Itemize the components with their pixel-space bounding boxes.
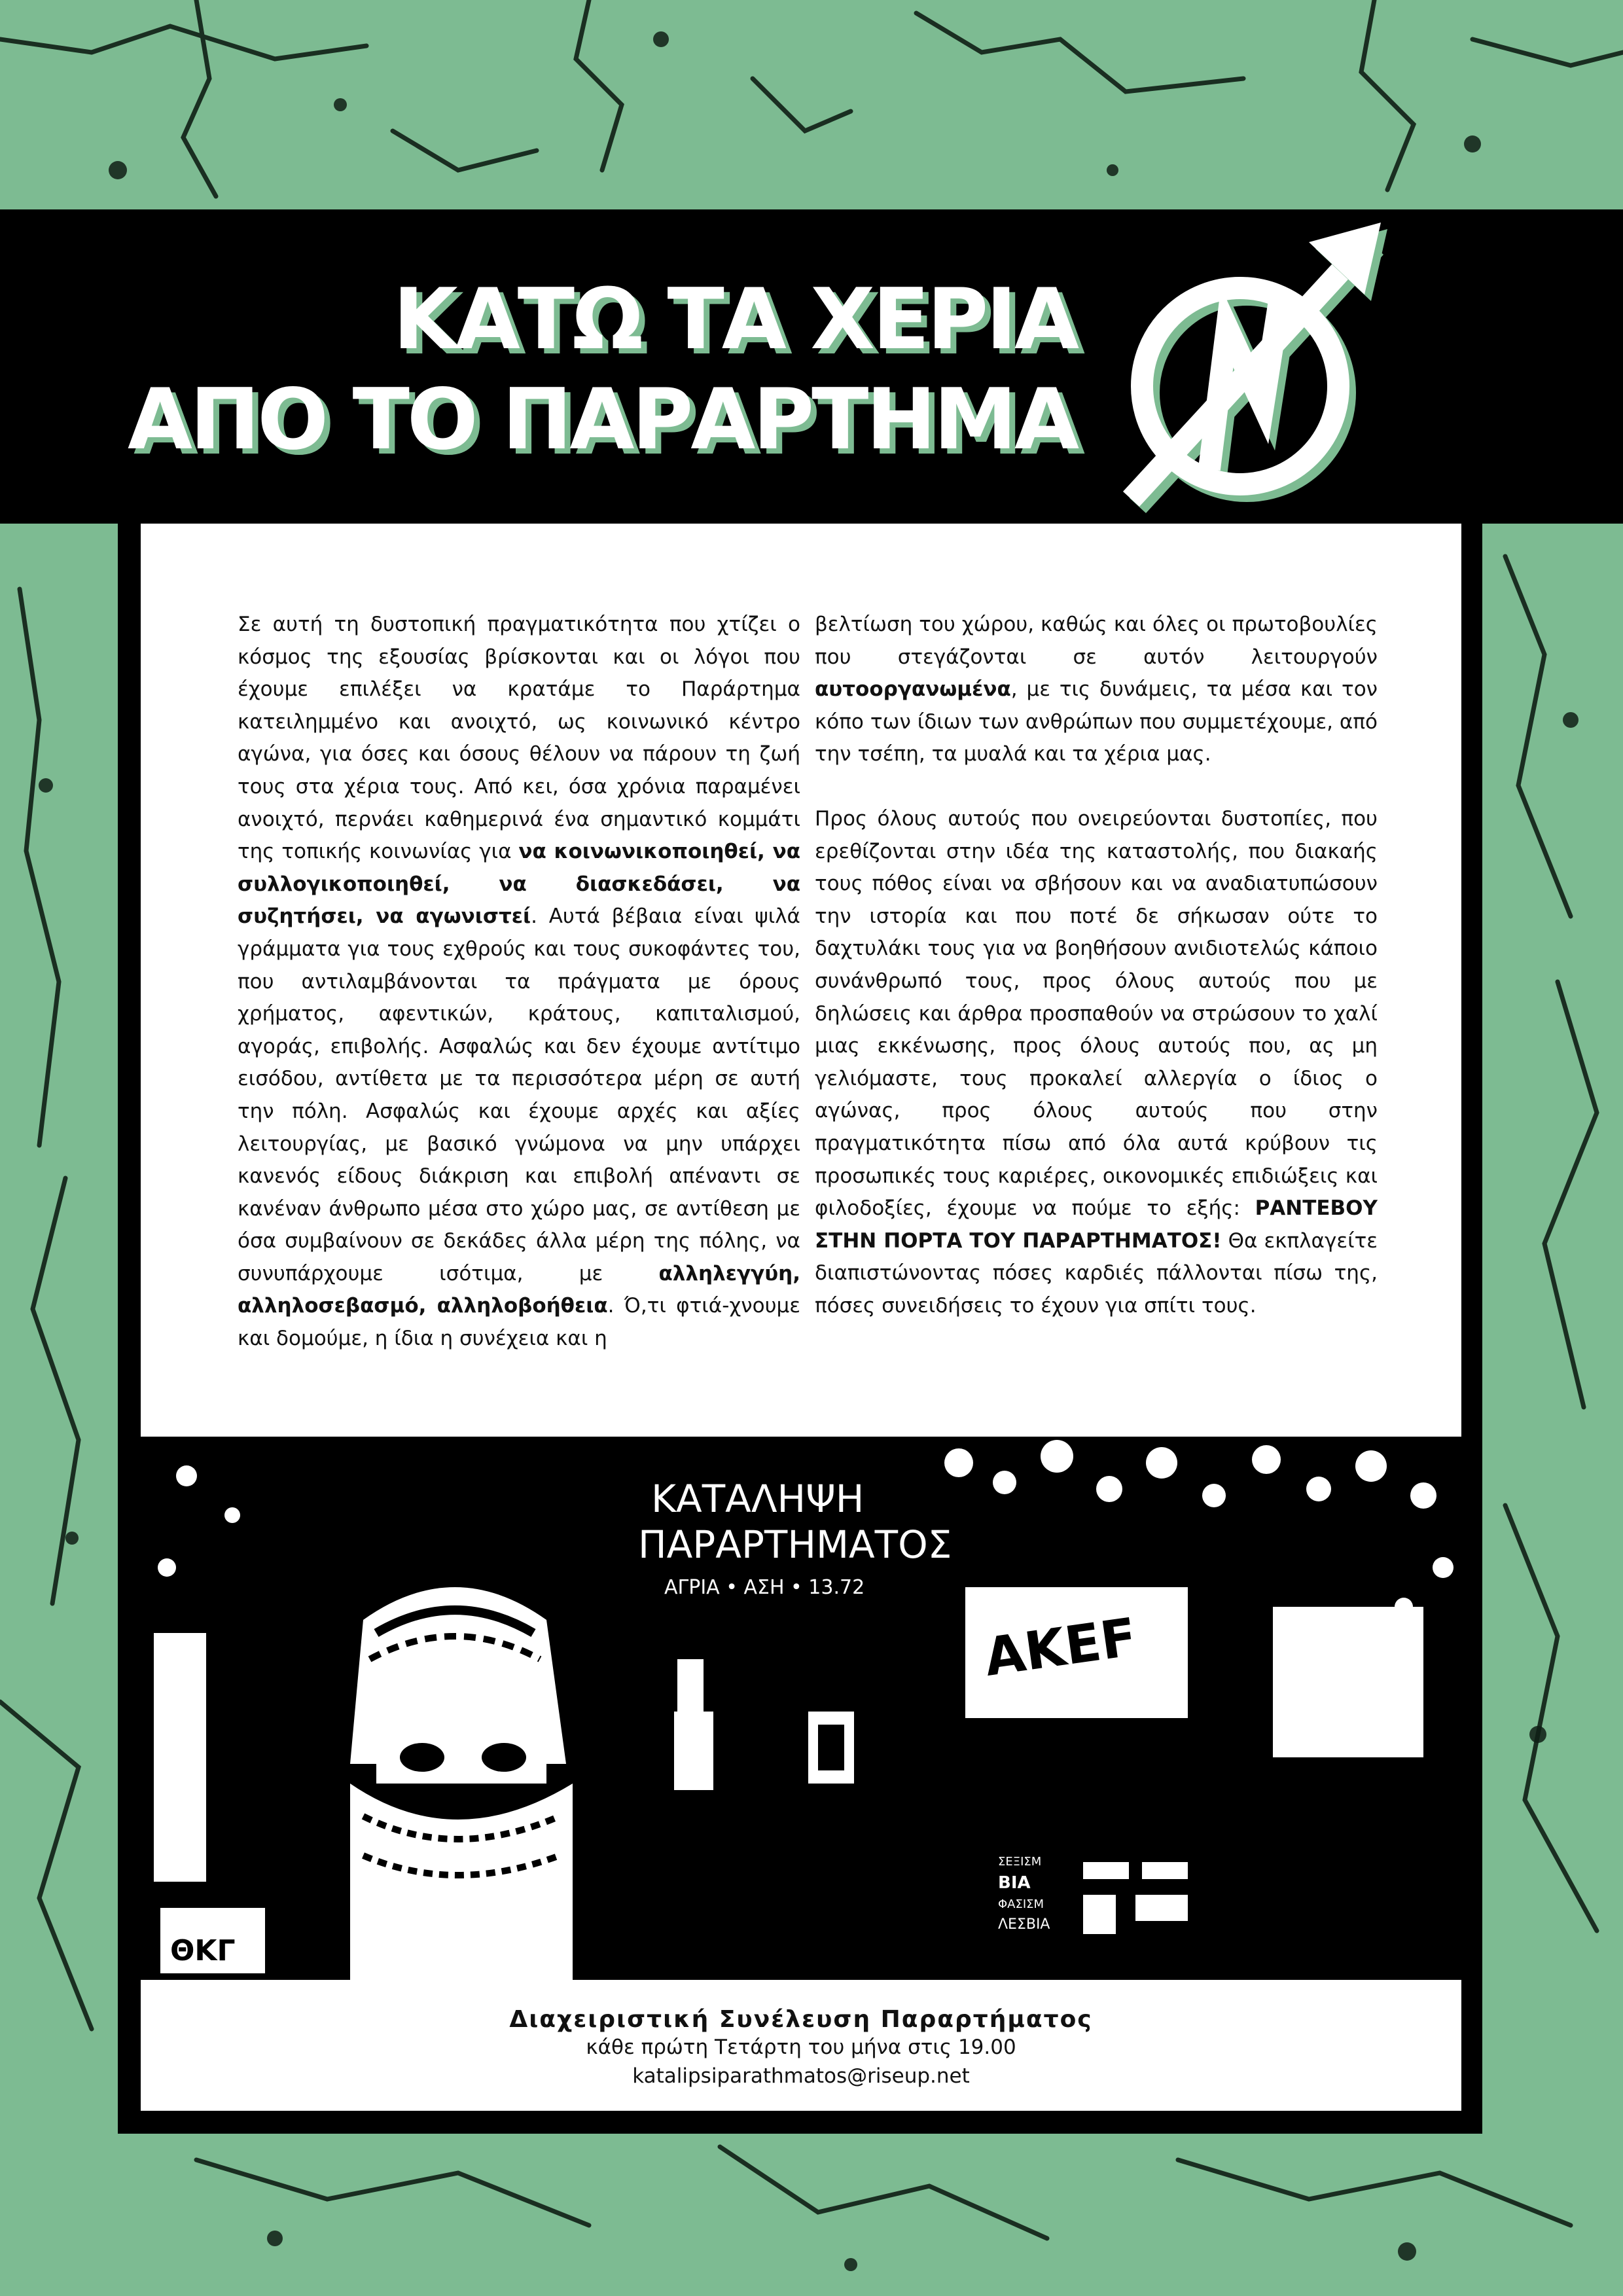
organizer-name: Διαχειριστική Συνέλευση Παραρτήματος xyxy=(509,2006,1093,2033)
meeting-schedule: κάθε πρώτη Τετάρτη του μήνα στις 19.00 xyxy=(586,2036,1016,2059)
poster-line-3: ΦΑΣΙΣΜ xyxy=(998,1897,1044,1911)
sign-line-3: ΑΓΡΙΑ • ΑΣΗ • 13.72 xyxy=(664,1576,865,1599)
text-run: Προς όλους αυτούς που ονειρεύονται δυστοπίες, που ερεθίζονται στην ιδέα της καταστολής, που διακαής τους πόθος είναι να σβήσουν και να αναδιατυπώσουν την ιστορία και που ποτέ δε σήκωσαν ούτε το δαχτυλάκι τους για να βοηθήσουν ανιδιοτελώς κάποιο συνάνθρωπό τους, προς όλους αυτούς που με δηλώσεις και άρθρα προσπαθούν να στρώσουν το χαλί μιας εκκένωσης, προς όλους αυτούς που, ας μη γελιόμαστε, τους προκαλεί αλλεργία ο ίδιος ο αγώνας, προς όλους αυτούς που στην πραγματικότητα πίσω από όλα αυτά κρύβουν τις προσωπικές τους καριέρες, οικονομικές επιδιώξεις και φιλοδοξίες, έχουμε να πούμε το εξής: xyxy=(815,806,1378,1221)
poster-line-4: ΛΕΣΒΙΑ xyxy=(998,1916,1050,1933)
emphasis-text: ΡΑΝΤΕΒΟΥ ΣΤΗΝ ΠΟΡΤΑ ΤΟΥ ΠΑΡΑΡΤΗΜΑΤΟΣ! xyxy=(815,1196,1378,1253)
text-run: Σε αυτή τη δυστοπική πραγματικότητα που χτίζει ο κόσμος της εξουσίας βρίσκονται και οι λόγοι που έχουμε επιλέξει να κρατάμε το Παράρτημα κατειλημμένο και ανοιχτό, ως κοινωνικό κέντρο αγώνα, για όσες και όσους θέλουν να πάρουν τη ζωή τους στα χέρια τους. Από κει, όσα χρόνια παραμένει ανοιχτό, περνάει καθημερινά ένα σημαντικό κομμάτι της τοπικής κοινωνίας για xyxy=(238,613,800,864)
text-run: . Ό,τι φτιά-χνουμε και δομούμε, η ίδια η συνέχεια και η xyxy=(238,1294,800,1351)
banner-tag: AKEF xyxy=(980,1606,1141,1688)
paragraph xyxy=(815,609,1378,771)
sign-line-1: ΚΑΤΑΛΗΨΗ xyxy=(651,1477,865,1521)
text-run: βελτίωση του χώρου, καθώς και όλες οι πρωτοβουλίες που στεγάζονται σε αυτόν λειτουργούν xyxy=(815,613,1378,669)
squatters-symbol-icon xyxy=(1113,216,1394,517)
text-run: , με τις δυνάμεις, τα μέσα και τον κόπο των ίδιων των ανθρώπων που συμμετέχουμε, από την τσέπη, τα μυαλά και τα χέρια μας. xyxy=(815,677,1378,766)
poster-line-2: ΒΙΑ xyxy=(998,1873,1031,1893)
entrance-photo xyxy=(141,1437,1461,1980)
poster-line-1: ΣΕΞΙΣΜ xyxy=(998,1855,1042,1869)
mural-figure xyxy=(350,1587,573,1980)
footer-info xyxy=(141,1980,1461,2111)
contact-email[interactable]: katalipsiparathmatos@riseup.net xyxy=(632,2064,970,2088)
text-run: . Αυτά βέβαια είναι ψιλά γράμματα για τους εχθρούς και τους συκοφάντες του, που αντιλαμβάνονται τα πράγματα με όρους χρήματος, αφεντικών, κράτους, καπιταλισμού, αγοράς, επιβολής. Ασφαλώς και δεν έχουμε αντίτιμο εισόδου, αντίθετα με τα περισσότερα μέρη σε αυτή την πόλη. Ασφαλώς και έχουμε αρχές και αξίες λειτουργίας, με βασικό γνώμονα να μην υπάρχει κανενός είδους διάκριση και επιβολή απέναντι σε κανέναν άνθρωπο μέσα στο χώρο μας, σε αντίθεση με όσα συμβαίνουν σε δεκάδες άλλα μέρη της πόλης, να συνυπάρχουμε ισότιμα, με xyxy=(238,905,800,1285)
paragraph xyxy=(815,803,1378,1323)
emphasis-text: να κοινωνικοποιηθεί, να συλλογικοποιηθεί, να διασκεδάσει, να συζητήσει, να αγωνιστεί xyxy=(238,840,800,929)
title-line-1: ΚΑΤΩ ΤΑ ΧΕΡΙΑ xyxy=(393,271,1077,368)
wall-tag: ΘΚΓ xyxy=(170,1934,236,1967)
title-line-2: ΑΠΟ ΤΟ ΠΑΡΑΡΤΗΜΑ xyxy=(128,371,1077,469)
text-column-left xyxy=(238,609,800,1388)
text-run: Θα εκπλαγείτε διαπιστώνοντας πόσες καρδιές πάλλονται πίσω της, πόσες συνειδήσεις το έχουν για σπίτι τους. xyxy=(815,1229,1378,1318)
emphasis-text: αλληλεγγύη, αλληλοσεβασμό, αλληλοβοήθεια xyxy=(238,1261,800,1318)
paragraph xyxy=(238,609,800,1355)
text-column-right xyxy=(815,609,1378,1354)
sign-line-2: ΠΑΡΑΡΤΗΜΑΤΟΣ xyxy=(638,1522,952,1567)
emphasis-text: αυτοοργανωμένα xyxy=(815,677,1011,702)
